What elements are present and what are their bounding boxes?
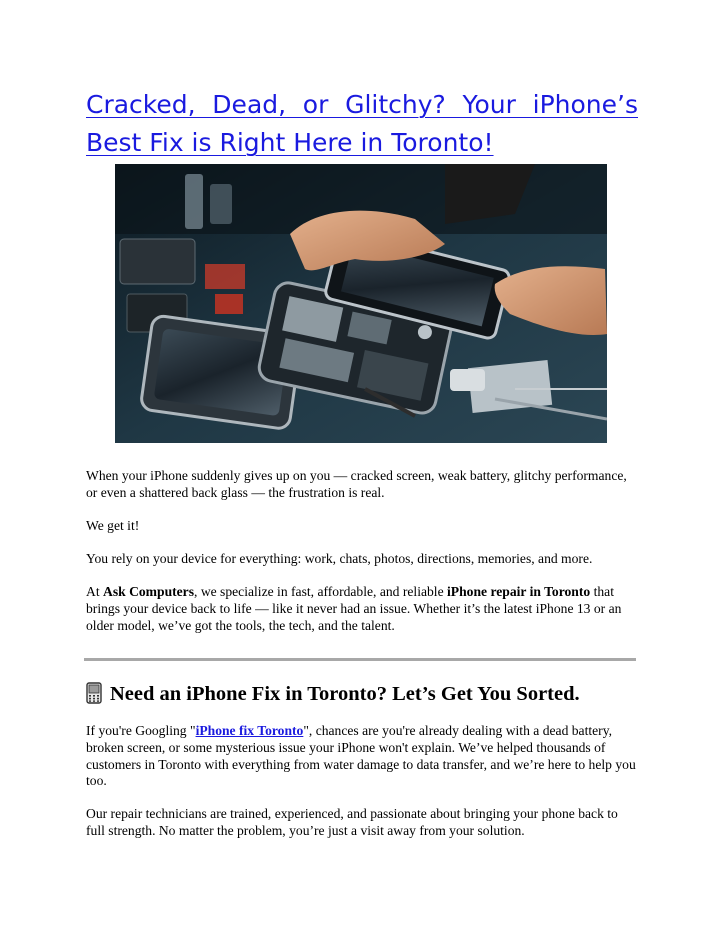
title-line-1[interactable]: Cracked, Dead, or Glitchy? Your iPhone’s — [86, 90, 638, 119]
page-title[interactable] — [86, 86, 638, 162]
googling-pre: If you're Googling " — [86, 723, 196, 738]
hero-image-iphone-repair — [115, 164, 607, 443]
section-heading — [86, 681, 580, 711]
ask-mid: , we specialize in fast, affordable, and reliable — [194, 584, 448, 599]
googling-post: ", chances are you're already dealing with a dead battery, broken screen, or some mysterious issue your iPhone won't explain. We’ve helped thousands of customers in Toronto with everything from water damage to data transfer, and we’re here to help you too. — [86, 723, 636, 789]
ask-pre: At — [86, 584, 103, 599]
rely-paragraph: You rely on your device for everything: work, chats, photos, directions, memories, and more. — [86, 551, 593, 566]
googling-paragraph — [86, 723, 636, 790]
brand-name: Ask Computers — [103, 584, 195, 599]
ask-computers-paragraph — [86, 584, 636, 634]
horizontal-rule — [84, 658, 636, 661]
section-heading-text: Need an iPhone Fix in Toronto? Let’s Get You Sorted. — [110, 683, 580, 705]
title-line-2[interactable]: Best Fix is Right Here in Toronto! — [86, 128, 494, 157]
technicians-paragraph: Our repair technicians are trained, experienced, and passionate about bringing your phone back to full strength. No matter the problem, you’re just a visit away from your solution. — [86, 806, 618, 838]
ask-post: that brings your device back to life — like it never had an issue. Whether it’s the latest iPhone 13 or an older model, we’ve got the tools, the tech, and the talent. — [86, 584, 622, 633]
service-name: iPhone repair in Toronto — [447, 584, 591, 599]
mobile-phone-icon — [86, 682, 102, 711]
intro-paragraph: When your iPhone suddenly gives up on you — cracked screen, weak battery, glitchy performance, or even a shattered back glass — the frustration is real. — [86, 468, 627, 500]
iphone-fix-toronto-link[interactable]: iPhone fix Toronto — [195, 723, 304, 738]
we-get-it-paragraph: We get it! — [86, 518, 140, 533]
